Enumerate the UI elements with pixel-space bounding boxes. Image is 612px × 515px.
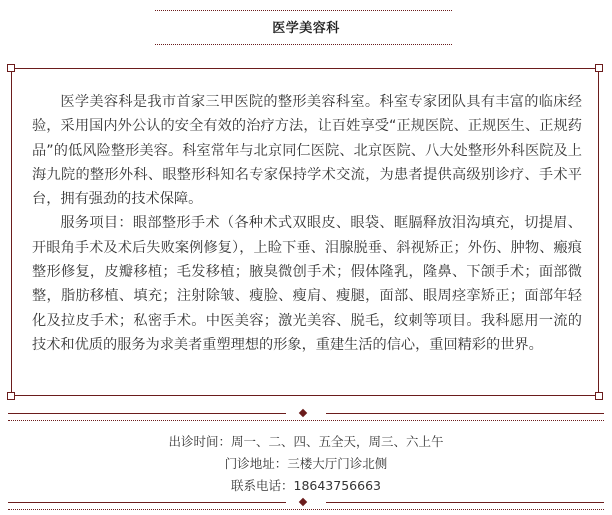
clinic-phone: 联系电话：18643756663: [231, 478, 381, 493]
clinic-hours: 出诊时间：周一、二、四、五全天，周三、六上午: [168, 434, 444, 449]
department-description: [32, 90, 582, 357]
footer-line-right: [326, 502, 604, 503]
separator-dotted-line: [8, 420, 604, 421]
clinic-address: 门诊地址：三楼大厅门诊北侧: [224, 456, 388, 471]
footer-dotted-line: [8, 509, 604, 510]
intro-paragraph: 医学美容科是我市首家三甲医院的整形美容科室。科室专家团队具有丰富的临床经验，采用国内外公认的安全有效的治疗方法，让百姓享受“正规医院、正规医生、正规药品”的低风险整形美容。科室常年与北京同仁医院、北京医院、八大处整形外科医院及上海九院的整形外科、眼整形科知名专家保持学术交流，为患者提供高级别诊疗、手术平台，拥有强劲的技术保障。: [32, 94, 582, 208]
footer-diamond-ornament: [299, 498, 307, 506]
title-section: [0, 0, 612, 58]
frame-corner-bottom-right: [595, 392, 603, 400]
title-top-divider: [155, 10, 452, 11]
frame-corner-bottom-left: [7, 392, 15, 400]
footer-line-left: [8, 502, 286, 503]
separator-line-right: [326, 413, 604, 414]
page-title: 医学美容科: [272, 21, 340, 36]
separator-line-left: [8, 413, 286, 414]
frame-corner-top-left: [7, 64, 15, 72]
title-bottom-divider: [155, 44, 452, 45]
diamond-ornament: [299, 409, 307, 417]
frame-corner-top-right: [595, 64, 603, 72]
services-paragraph: 服务项目：眼部整形手术（各种术式双眼皮、眼袋、眶膈释放泪沟填充，切提眉、开眼角手术及术后失败案例修复），上睑下垂、泪腺脱垂、斜视矫正；外伤、肿物、瘢痕整形修复，皮瓣移植；毛发移植；腋臭微创手术；假体隆乳，隆鼻、下颌手术；面部微整，脂肪移植、填充；注射除皱、瘦脸、瘦肩、瘦腿，面部、眼周痉挛矫正；面部年轻化及拉皮手术；私密手术。中医美容；激光美容、脱毛，纹刺等项目。我科愿用一流的技术和优质的服务为求美者重塑理想的形象，重建生活的信心，重回精彩的世界。: [32, 215, 582, 353]
